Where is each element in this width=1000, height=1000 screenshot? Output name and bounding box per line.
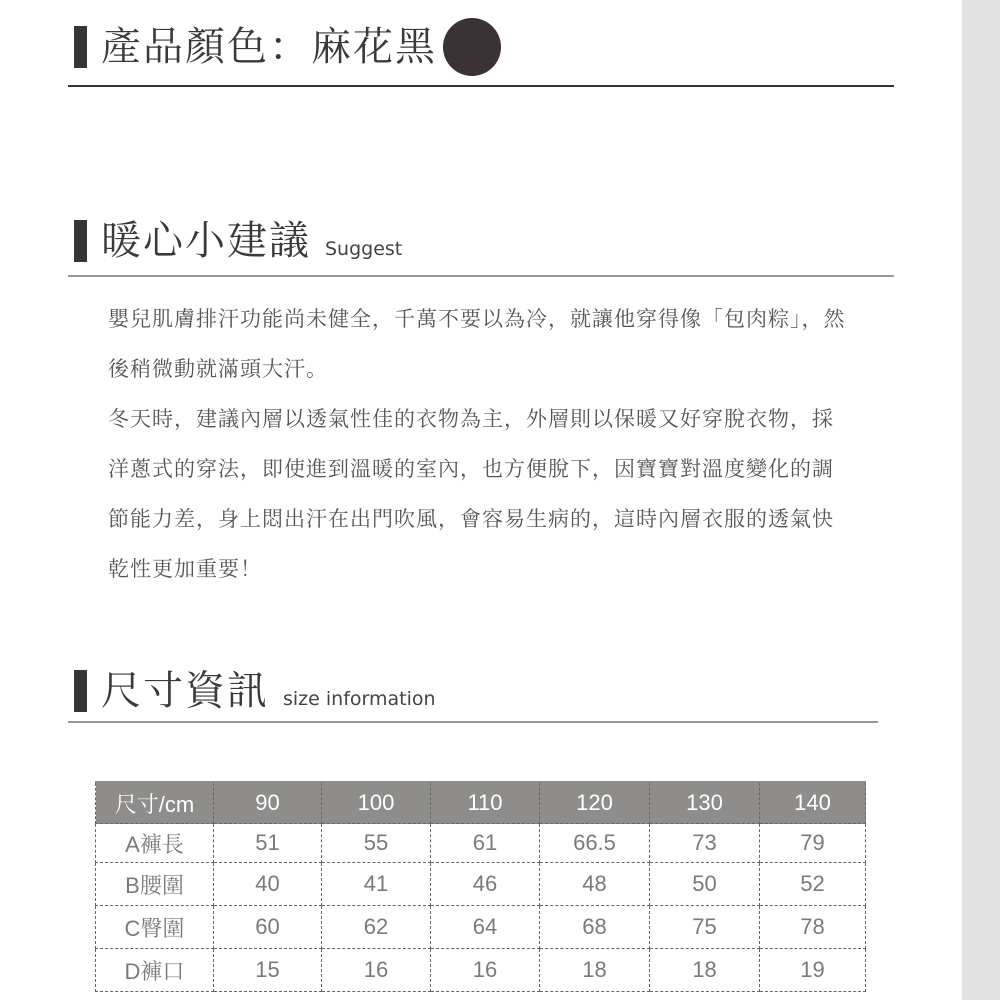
header-cell: 120 <box>540 782 650 824</box>
size-title: 尺寸資訊 <box>101 668 269 714</box>
table-cell: 52 <box>760 863 866 906</box>
side-gutter <box>962 0 1000 1000</box>
row-label: B腰圍 <box>96 863 214 906</box>
table-cell: 18 <box>650 949 760 992</box>
advice-title: 暖心小建議 <box>101 218 311 264</box>
advice-section-header <box>74 220 402 262</box>
table-cell: 51 <box>214 824 322 863</box>
advice-section-divider <box>68 275 894 277</box>
table-cell: 78 <box>760 906 866 949</box>
table-cell: 16 <box>431 949 540 992</box>
table-cell: 68 <box>540 906 650 949</box>
size-subtitle: size information <box>283 688 436 710</box>
table-cell: 48 <box>540 863 650 906</box>
row-label: A褲長 <box>96 824 214 863</box>
table-cell: 50 <box>650 863 760 906</box>
row-label: C臀圍 <box>96 906 214 949</box>
advice-text <box>108 294 848 594</box>
table-cell: 40 <box>214 863 322 906</box>
advice-subtitle: Suggest <box>325 238 403 260</box>
size-section-divider <box>68 721 878 723</box>
table-cell: 18 <box>540 949 650 992</box>
color-title: 產品顏色：麻花黑 <box>101 24 437 70</box>
table-cell: 15 <box>214 949 322 992</box>
table-cell: 60 <box>214 906 322 949</box>
header-cell: 尺寸/cm <box>96 782 214 824</box>
table-cell: 16 <box>322 949 431 992</box>
advice-paragraph: 嬰兒肌膚排汗功能尚未健全，千萬不要以為冷，就讓他穿得像「包肉粽」，然後稍微動就滿頭大汗。 <box>108 307 846 381</box>
table-cell: 61 <box>431 824 540 863</box>
table-row <box>96 906 866 949</box>
table-cell: 75 <box>650 906 760 949</box>
size-table <box>95 781 866 992</box>
header-cell: 110 <box>431 782 540 824</box>
table-cell: 66.5 <box>540 824 650 863</box>
color-section-header <box>74 18 501 76</box>
table-cell: 19 <box>760 949 866 992</box>
color-section-divider <box>68 85 894 87</box>
table-row <box>96 824 866 863</box>
header-cell: 90 <box>214 782 322 824</box>
table-cell: 73 <box>650 824 760 863</box>
table-cell: 62 <box>322 906 431 949</box>
table-row <box>96 863 866 906</box>
size-table-header-row <box>96 782 866 824</box>
header-cell: 100 <box>322 782 431 824</box>
table-cell: 79 <box>760 824 866 863</box>
table-cell: 46 <box>431 863 540 906</box>
header-cell: 130 <box>650 782 760 824</box>
table-cell: 55 <box>322 824 431 863</box>
section-marker-bar <box>74 220 87 262</box>
size-section-header <box>74 670 436 712</box>
table-row <box>96 949 866 992</box>
section-marker-bar <box>74 26 87 68</box>
table-cell: 64 <box>431 906 540 949</box>
header-cell: 140 <box>760 782 866 824</box>
row-label: D褲口 <box>96 949 214 992</box>
advice-paragraph: 冬天時，建議內層以透氣性佳的衣物為主，外層則以保暖又好穿脫衣物，採洋蔥式的穿法，即使進到溫暖的室內，也方便脫下，因寶寶對溫度變化的調節能力差，身上悶出汗在出門吹風，會容易生病的，這時內層衣服的透氣快乾性更加重要！ <box>108 407 834 581</box>
table-cell: 41 <box>322 863 431 906</box>
color-swatch <box>443 18 501 76</box>
section-marker-bar <box>74 670 87 712</box>
